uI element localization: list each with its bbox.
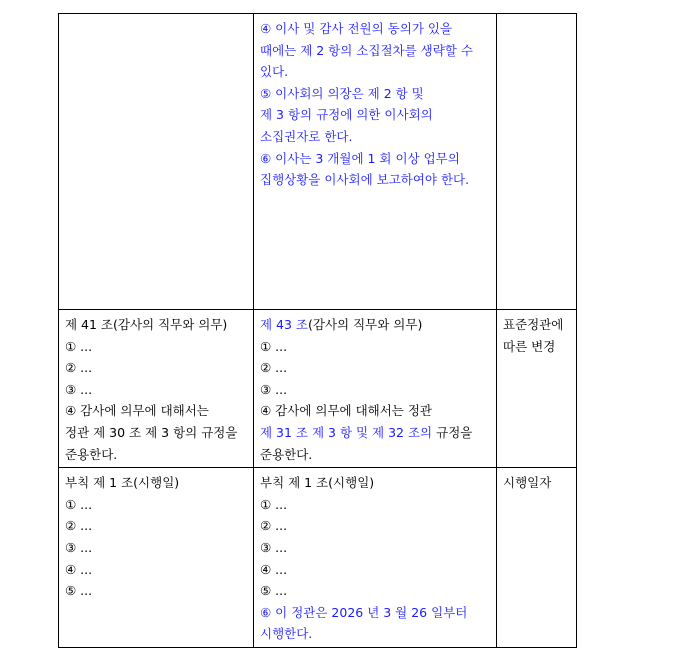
note-text: 시행일자 bbox=[503, 475, 552, 491]
text-line bbox=[65, 537, 247, 559]
text-segment: 부칙 제 1 조(시행일) bbox=[260, 475, 375, 491]
text-segment: 준용한다. bbox=[65, 446, 118, 462]
text-line bbox=[65, 580, 247, 602]
amended-text: 집행상황을 이사회에 보고하여야 한다. bbox=[260, 172, 470, 188]
text-line bbox=[260, 515, 490, 537]
text-line bbox=[260, 314, 490, 336]
old-text-cell bbox=[59, 310, 254, 468]
text-segment: ② ... bbox=[65, 518, 93, 534]
text-line bbox=[65, 515, 247, 537]
text-segment: ② ... bbox=[260, 518, 288, 534]
table-row bbox=[59, 310, 577, 468]
amended-text: 시행한다. bbox=[260, 626, 313, 642]
note-cell bbox=[497, 14, 577, 310]
text-line bbox=[260, 18, 490, 40]
text-line bbox=[260, 580, 490, 602]
text-line bbox=[260, 83, 490, 105]
text-line bbox=[260, 602, 490, 624]
text-line bbox=[65, 400, 247, 422]
text-line bbox=[260, 104, 490, 126]
text-line bbox=[260, 559, 490, 581]
text-line bbox=[65, 336, 247, 358]
amended-text: 제 3 항의 규정에 의한 이사회의 bbox=[260, 107, 433, 123]
text-line bbox=[65, 494, 247, 516]
text-line bbox=[65, 314, 247, 336]
text-line bbox=[65, 444, 247, 466]
text-segment: ① ... bbox=[65, 496, 93, 512]
text-segment: ③ ... bbox=[65, 381, 93, 397]
text-line bbox=[65, 357, 247, 379]
text-segment: ② ... bbox=[65, 360, 93, 376]
text-segment: 제 41 조(감사의 직무와 의무) bbox=[65, 317, 228, 332]
text-segment: ④ 감사에 의무에 대해서는 정관 bbox=[260, 403, 433, 419]
new-text-cell bbox=[254, 14, 497, 310]
text-segment: ① ... bbox=[65, 338, 93, 354]
text-line bbox=[260, 379, 490, 401]
text-line bbox=[260, 422, 490, 444]
text-line bbox=[65, 559, 247, 581]
table-row bbox=[59, 14, 577, 310]
text-segment: (감사의 직무와 의무) bbox=[308, 317, 423, 332]
text-line bbox=[260, 61, 490, 83]
text-line bbox=[260, 336, 490, 358]
text-segment: ③ ... bbox=[260, 539, 288, 555]
text-segment: 준용한다. bbox=[260, 446, 313, 462]
text-line bbox=[260, 472, 490, 494]
old-text-cell bbox=[59, 14, 254, 310]
text-line bbox=[260, 623, 490, 645]
text-segment: ④ 감사에 의무에 대해서는 bbox=[65, 403, 209, 419]
text-segment: ③ ... bbox=[65, 539, 93, 555]
text-segment: 규정을 bbox=[432, 424, 473, 440]
amended-text: ④ 이사 및 감사 전원의 동의가 있을 bbox=[260, 21, 453, 36]
text-segment: ④ ... bbox=[260, 561, 288, 577]
amendment-comparison-table bbox=[58, 13, 577, 648]
text-segment: ④ ... bbox=[65, 561, 93, 577]
text-segment: ⑤ ... bbox=[65, 583, 93, 599]
new-text-cell bbox=[254, 310, 497, 468]
new-text-cell bbox=[254, 468, 497, 648]
amended-text: ⑥ 이사는 3 개월에 1 회 이상 업무의 bbox=[260, 150, 460, 166]
text-line bbox=[65, 379, 247, 401]
text-line bbox=[260, 537, 490, 559]
amended-text: ⑥ 이 정관은 2026 년 3 월 26 일부터 bbox=[260, 604, 468, 620]
text-line bbox=[260, 357, 490, 379]
text-line bbox=[260, 444, 490, 466]
amended-text: 소집권자로 한다. bbox=[260, 128, 353, 144]
text-line bbox=[65, 472, 247, 494]
text-segment: 부칙 제 1 조(시행일) bbox=[65, 475, 180, 491]
text-line bbox=[260, 400, 490, 422]
note-text: 표준정관에 따른 변경 bbox=[503, 317, 564, 354]
text-segment: ② ... bbox=[260, 360, 288, 376]
amended-text: 제 31 조 제 3 항 및 제 32 조의 bbox=[260, 424, 433, 440]
table-row bbox=[59, 468, 577, 648]
amended-text: ⑤ 이사회의 의장은 제 2 항 및 bbox=[260, 85, 424, 101]
old-text-cell bbox=[59, 468, 254, 648]
text-line bbox=[65, 422, 247, 444]
text-segment: 정관 제 30 조 제 3 항의 규정을 bbox=[65, 424, 238, 440]
note-cell bbox=[497, 310, 577, 468]
text-segment: ⑤ ... bbox=[260, 583, 288, 599]
text-segment: ③ ... bbox=[260, 381, 288, 397]
amended-text: 제 43 조 bbox=[260, 317, 309, 332]
text-segment: ① ... bbox=[260, 496, 288, 512]
text-line bbox=[260, 40, 490, 62]
text-line bbox=[260, 169, 490, 191]
text-line bbox=[260, 148, 490, 170]
amended-text: 때에는 제 2 항의 소집절차를 생략할 수 bbox=[260, 42, 473, 58]
document-page bbox=[58, 13, 576, 648]
amended-text: 있다. bbox=[260, 64, 289, 80]
text-line bbox=[260, 494, 490, 516]
note-cell bbox=[497, 468, 577, 648]
text-line bbox=[260, 126, 490, 148]
text-segment: ① ... bbox=[260, 338, 288, 354]
